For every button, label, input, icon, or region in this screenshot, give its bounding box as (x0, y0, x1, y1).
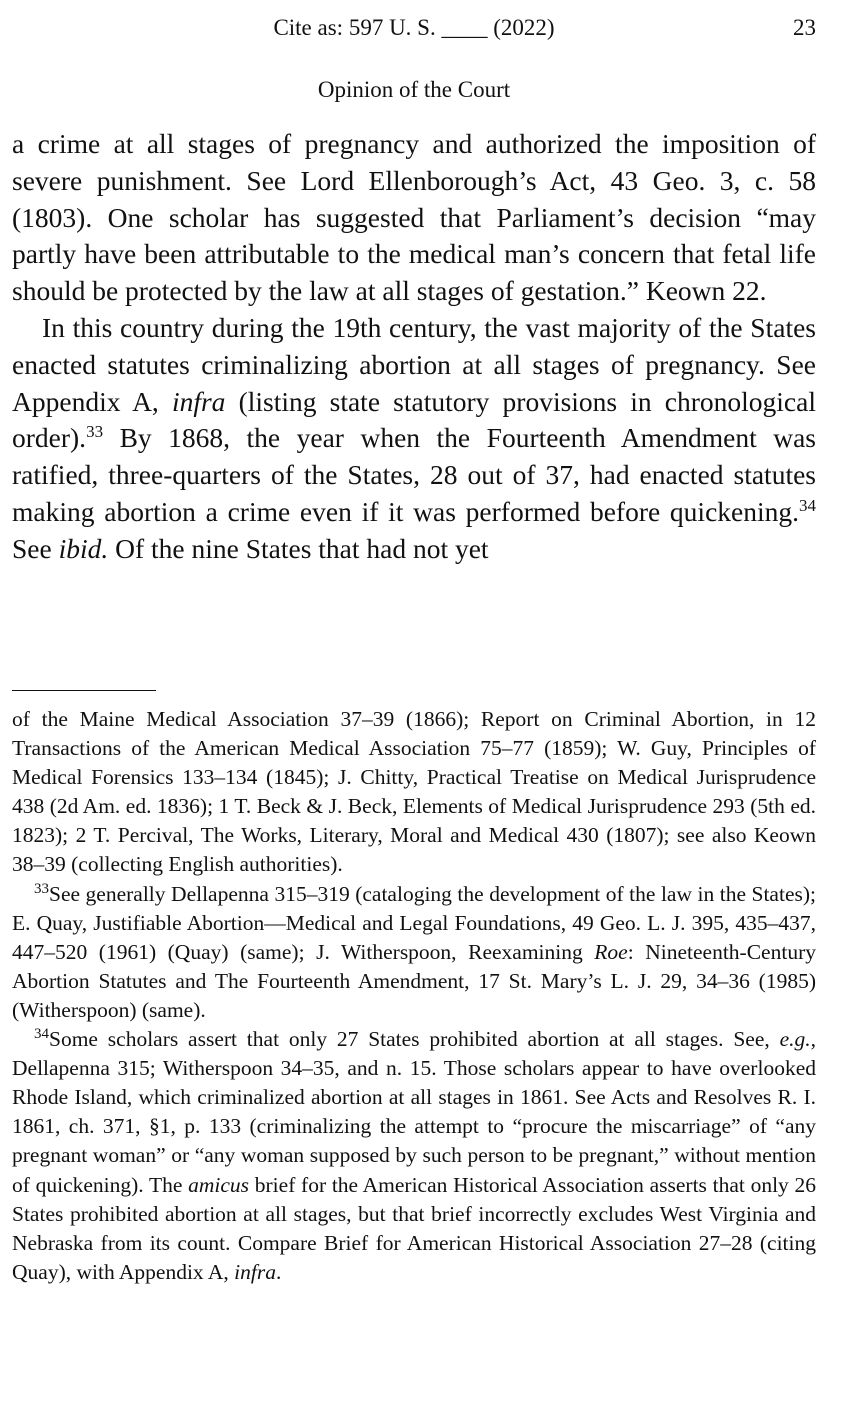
running-header (12, 13, 816, 43)
section-subheading: Opinion of the Court (317, 77, 511, 102)
p2-italic-infra: infra (171, 385, 226, 417)
fn33-text-a: See generally Dellapenna 315–319 (cataloging the development of the law in the States); E. Quay, Justifiable Abortion—Medical and Legal Foundations, 49 Geo. L. J. 395, 435–437, 447–520 (1961) (Quay) (same); J. Witherspoon, Reexamining (12, 881, 816, 964)
footnote-reference-34[interactable]: 34 (799, 495, 816, 515)
footnote-divider (12, 690, 156, 691)
body-paragraph-2 (12, 310, 816, 568)
footnote-33 (12, 880, 816, 1025)
footnote-34-marker: 34 (34, 1025, 49, 1042)
fn34-text-g: . (275, 1259, 282, 1284)
fn34-text-a: Some scholars assert that only 27 States prohibited abortion at all stages. See, (49, 1027, 780, 1052)
fn33-text-c: : Nineteenth-Century Abortion Statutes and The Fourteenth Amendment, 17 St. Mary’s L. J. 29, 34–36 (1985) (Witherspoon) (same). (12, 939, 816, 1022)
opinion-body (12, 126, 816, 568)
fn34-text-c: , Dellapenna 315; Witherspoon 34–35, and n. 15. Those scholars appear to have overlooked Rhode Island, which criminalized abortion at all stages in 1861. See Acts and Resolves R. I. 1861, ch. 371, §1, p. 133 (criminalizing the attempt to “procure the miscarriage” of “any pregnant woman” or “any woman supposed by such person to be pregnant,” without mention of quickening). The (12, 1027, 816, 1197)
fn34-italic-amicus: amicus (188, 1172, 250, 1197)
p2-text-e: See (12, 532, 59, 564)
fn34-italic-infra: infra (234, 1259, 276, 1284)
page-number: 23 (793, 15, 816, 40)
fn33-italic-roe: Roe (594, 939, 628, 964)
p2-text-c: (listing state statutory provisions in chronological order). (12, 385, 816, 454)
p2-text-g: Of the nine States that had not yet (108, 532, 489, 564)
footnote-reference-33[interactable]: 33 (86, 422, 104, 442)
citation-line: Cite as: 597 U. S. ____ (2022) (273, 15, 555, 40)
footnote-34 (12, 1025, 816, 1287)
footnote-33-marker: 33 (34, 880, 49, 897)
body-paragraph-1: a crime at all stages of pregnancy and authorized the imposition of severe punishment. See Lord Ellenborough’s Act, 43 Geo. 3, c. 58 (1803). One scholar has suggested that Parliament’s decision “may partly have been attributable to the medical man’s concern that fetal life should be protected by the law at all stages of gestation.” Keown 22. (12, 128, 816, 307)
p2-text-a: In this country during the 19th century, the vast majority of the States enacted statutes criminalizing abortion at all stages of pregnancy. See Appendix A, (12, 311, 816, 417)
p2-text-d: By 1868, the year when the Fourteenth Amendment was ratified, three-quarters of the States, 28 out of 37, had enacted statutes making abortion a crime even if it was performed before quickening. (12, 422, 816, 527)
fn34-italic-eg: e.g. (779, 1027, 811, 1052)
footnote-continued: of the Maine Medical Association 37–39 (1866); Report on Criminal Abortion, in 12 Transactions of the American Medical Association 75–77 (1859); W. Guy, Principles of Medical Forensics 133–134 (1845); J. Chitty, Practical Treatise on Medical Jurisprudence 438 (2d Am. ed. 1836); 1 T. Beck & J. Beck, Elements of Medical Jurisprudence 293 (5th ed. 1823); 2 T. Percival, The Works, Literary, Moral and Medical 430 (1807); see also Keown 38–39 (collecting English authorities). (12, 707, 816, 877)
p2-italic-ibid: ibid. (58, 532, 109, 564)
fn34-text-e: brief for the American Historical Association asserts that only 26 States prohibited abortion at all stages, but that brief incorrectly excludes West Virginia and Nebraska from its count. Compare Brief for American Historical Association 27–28 (citing Quay), with Appendix A, (12, 1172, 817, 1284)
footnotes-section (12, 705, 816, 1287)
